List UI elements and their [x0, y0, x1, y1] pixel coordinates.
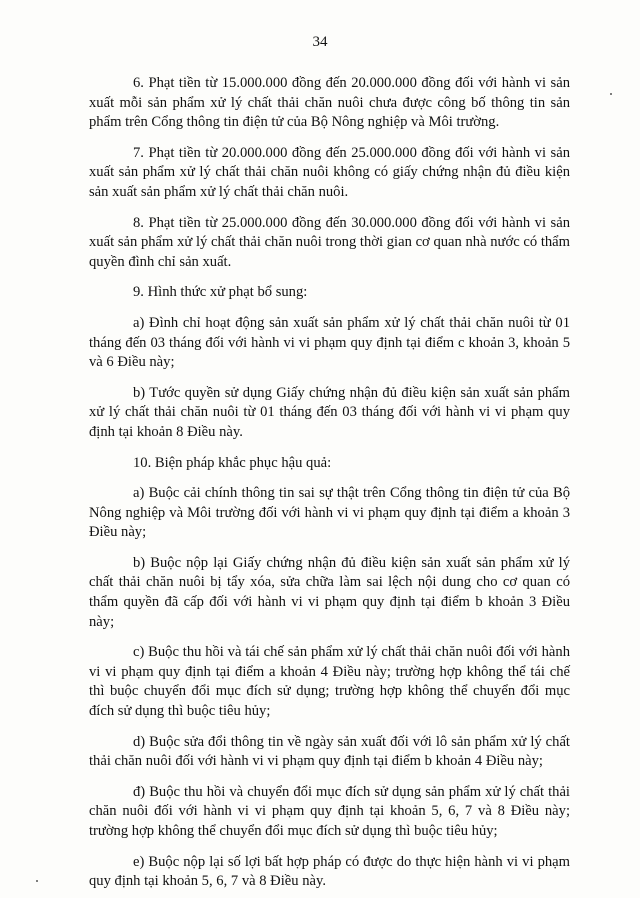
paragraph-9a: a) Đình chỉ hoạt động sản xuất sản phẩm xử lý chất thải chăn nuôi từ 01 tháng đến 03 tháng đối với hành vi vi phạm quy định tại điểm c khoản 3, khoản 5 và 6 Điều này;: [89, 314, 570, 371]
paragraph-10b: b) Buộc nộp lại Giấy chứng nhận đủ điều kiện sản xuất sản phẩm xử lý chất thải chăn nuôi bị tẩy xóa, sửa chữa làm sai lệch nội dung cho cơ quan có thẩm quyền đã cấp đối với hành vi vi phạm quy định tại điểm b khoản 3 Điều này;: [89, 554, 570, 630]
paragraph-10a: a) Buộc cải chính thông tin sai sự thật trên Cổng thông tin điện tử của Bộ Nông nghiệp và Môi trường đối với hành vi vi phạm quy định tại điểm a khoản 3 Điều này;: [89, 485, 570, 541]
scan-speck: [610, 93, 612, 95]
page-number: 34: [312, 34, 328, 50]
paragraph-7-fine: 7. Phạt tiền từ 20.000.000 đồng đến 25.000.000 đồng đối với hành vi sản xuất sản phẩm xử lý chất thải chăn nuôi không có giấy chứng nhận đủ điều kiện sản xuất sản phẩm xử lý chất thải chăn nuôi.: [89, 144, 570, 200]
paragraph-6-fine: 6. Phạt tiền từ 15.000.000 đồng đến 20.000.000 đồng đối với hành vi sản xuất mỗi sản phẩm xử lý chất thải chăn nuôi chưa được công bố thông tin sản phẩm trên Cổng thông tin điện tử của Bộ Nông nghiệp và Môi trường.: [89, 75, 570, 131]
document-body: [89, 74, 570, 903]
paragraph-10dd: đ) Buộc thu hồi và chuyển đổi mục đích sử dụng sản phẩm xử lý chất thải chăn nuôi đối với hành vi vi phạm quy định tại khoản 5, 6, 7 và 8 Điều này; trường hợp không thể chuyển đổi mục đích sử dụng thì buộc tiêu hủy;: [89, 783, 570, 839]
paragraph-9-heading: 9. Hình thức xử phạt bổ sung:: [133, 284, 308, 301]
paragraph-9b: b) Tước quyền sử dụng Giấy chứng nhận đủ điều kiện sản xuất sản phẩm xử lý chất thải chăn nuôi từ 01 tháng đến 03 tháng đối với hành vi vi phạm quy định tại khoản 8 Điều này.: [89, 384, 570, 440]
paragraph-10c: c) Buộc thu hồi và tái chế sản phẩm xử lý chất thải chăn nuôi đối với hành vi vi phạm quy định tại điểm a khoản 4 Điều này; trường hợp không thể tái chế thì buộc chuyển đổi mục đích sử dụng; trường hợp không thể chuyển đổi mục đích sử dụng thì buộc tiêu hủy;: [89, 644, 570, 720]
paragraph-10d: d) Buộc sửa đổi thông tin về ngày sản xuất đối với lô sản phẩm xử lý chất thải chăn nuôi đối với hành vi vi phạm quy định tại điểm b khoản 4 Điều này;: [89, 733, 570, 770]
paragraph-8-fine: 8. Phạt tiền từ 25.000.000 đồng đến 30.000.000 đồng đối với hành vi sản xuất sản phẩm xử lý chất thải chăn nuôi trong thời gian cơ quan nhà nước có thẩm quyền đình chỉ sản xuất.: [89, 214, 570, 270]
scan-speck: [36, 880, 38, 882]
paragraph-10-heading: 10. Biện pháp khắc phục hậu quả:: [133, 454, 332, 471]
paragraph-10e: e) Buộc nộp lại số lợi bất hợp pháp có được do thực hiện hành vi vi phạm quy định tại khoản 5, 6, 7 và 8 Điều này.: [89, 853, 570, 890]
